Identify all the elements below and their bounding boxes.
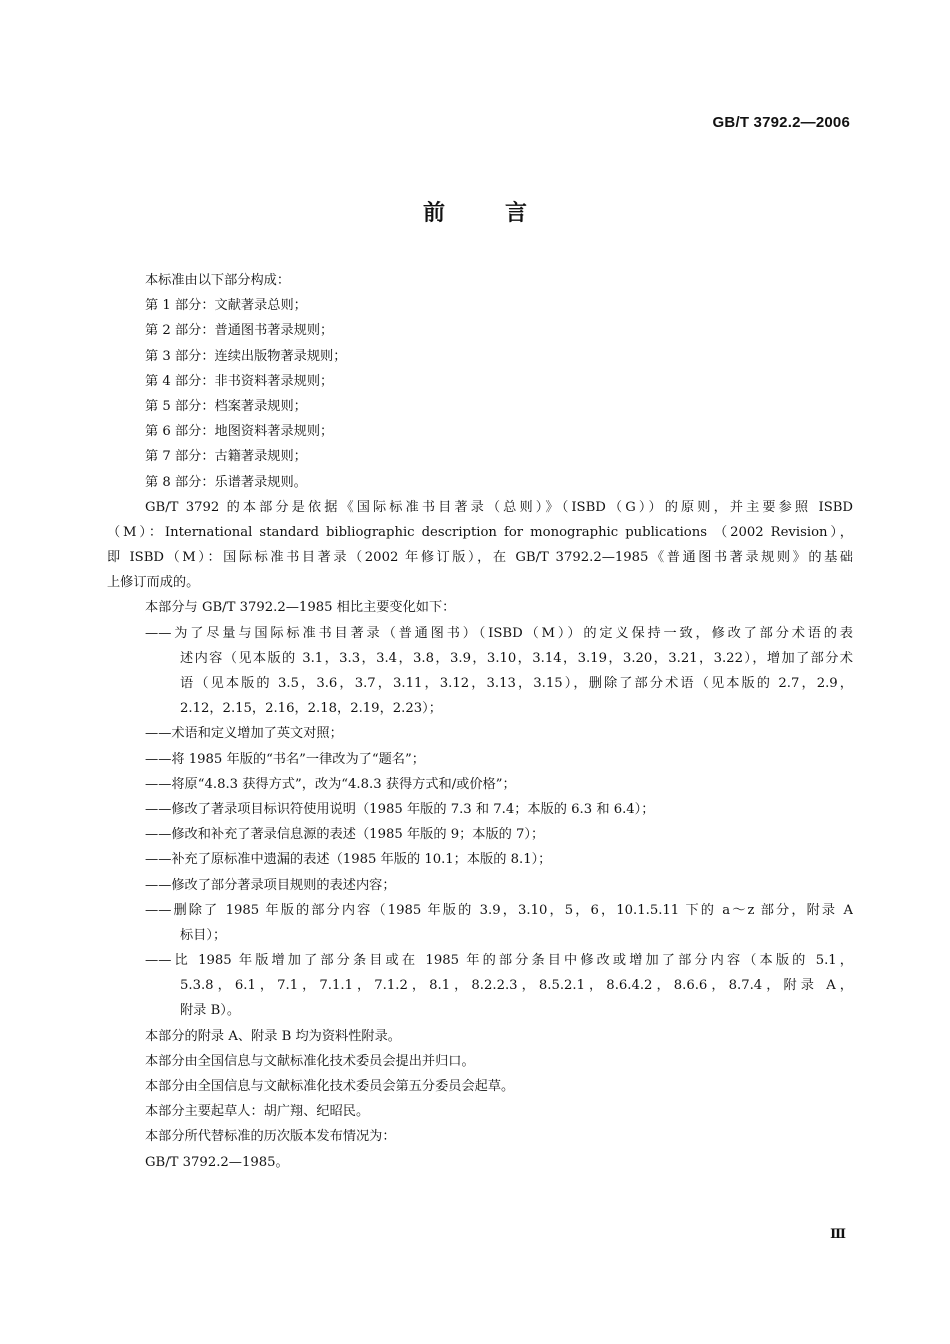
basis-paragraph	[107, 495, 853, 596]
change-line: ——比 1985 年版增加了部分条目或在 1985 年的部分条目中修改或增加了部分内容（本版的 5.1，	[145, 953, 853, 969]
closing-line: 本部分的附录 A、附录 B 均为资料性附录。	[145, 1028, 401, 1044]
part-item: 第 8 部分：乐谱著录规则。	[145, 474, 307, 490]
paragraph-line: （M）：International standard bibliographic description for monographic publications （2002 Revision），	[107, 524, 853, 540]
change-item: ——修改和补充了著录信息源的表述（1985 年版的 9；本版的 7）；	[145, 827, 545, 843]
change-item: ——术语和定义增加了英文对照；	[145, 726, 343, 742]
closing-line: 本部分所代替标准的历次版本发布情况为：	[145, 1129, 396, 1145]
change-line: 5.3.8，6.1，7.1，7.1.1，7.1.2，8.1，8.2.2.3，8.5.2.1，8.6.4.2，8.6.6，8.7.4，附录 A，	[180, 978, 853, 994]
parts-list	[107, 293, 853, 495]
paragraph-line: GB/T 3792 的本部分是依据《国际标准书目著录（总则）》（ISBD（G））的原则，并主要参照 ISBD	[145, 499, 853, 515]
closing-line: GB/T 3792.2—1985。	[145, 1154, 289, 1170]
change-line: 附录 B）。	[180, 1003, 241, 1019]
change-line: 2.12，2.15，2.16，2.18，2.19，2.23）；	[180, 701, 442, 717]
part-item: 第 2 部分：普通图书著录规则；	[145, 323, 334, 339]
change-item: ——将原“4.8.3 获得方式”，改为“4.8.3 获得方式和/或价格”；	[145, 776, 516, 792]
part-item: 第 3 部分：连续出版物著录规则；	[145, 348, 347, 364]
change-item	[107, 621, 853, 722]
part-item: 第 4 部分：非书资料著录规则；	[145, 373, 334, 389]
intro-paragraph: 本标准由以下部分构成：	[145, 273, 291, 288]
closing-line: 本部分主要起草人：胡广翔、纪昭民。	[145, 1104, 370, 1120]
standard-code: GB/T 3792.2—2006	[712, 114, 850, 131]
change-line: ——删除了 1985 年版的部分内容（1985 年版的 3.9，3.10，5，6，10.1.5.11 下的 a～z 部分，附录 A	[145, 902, 853, 918]
paragraph-line: 即 ISBD（M）：国际标准书目著录（2002 年修订版），在 GB/T 3792.2—1985《普通图书著录规则》的基础	[107, 550, 853, 566]
page-title: 前言	[422, 201, 587, 226]
changes-list	[107, 621, 853, 1024]
closing-paragraphs	[107, 1024, 853, 1175]
changes-intro: 本部分与 GB/T 3792.2—1985 相比主要变化如下：	[145, 600, 456, 616]
paragraph-line: 上修订而成的。	[107, 575, 200, 591]
closing-line: 本部分由全国信息与文献标准化技术委员会第五分委员会起草。	[145, 1079, 515, 1094]
part-item: 第 5 部分：档案著录规则；	[145, 398, 307, 414]
change-item: ——修改了著录项目标识符使用说明（1985 年版的 7.3 和 7.4；本版的 6.3 和 6.4）；	[145, 801, 655, 817]
change-line: ——为了尽量与国际标准书目著录（普通图书）（ISBD（M））的定义保持一致，修改了部分术语的表	[145, 625, 853, 641]
change-line: 述内容（见本版的 3.1，3.3，3.4，3.8，3.9，3.10，3.14，3.19，3.20，3.21，3.22），增加了部分术	[180, 650, 853, 666]
part-item: 第 1 部分：文献著录总则；	[145, 298, 307, 314]
part-item: 第 6 部分：地图资料著录规则；	[145, 424, 334, 440]
document-body	[107, 268, 853, 1175]
change-item: ——将 1985 年版的“书名”一律改为了“题名”；	[145, 751, 425, 767]
change-item	[107, 948, 853, 1024]
change-item: ——补充了原标准中遗漏的表述（1985 年版的 10.1；本版的 8.1）；	[145, 852, 552, 868]
page-number: Ⅲ	[830, 1227, 846, 1242]
change-line: 标目）；	[180, 927, 227, 943]
closing-line: 本部分由全国信息与文献标准化技术委员会提出并归口。	[145, 1053, 475, 1069]
change-item	[107, 898, 853, 948]
change-line: 语（见本版的 3.5，3.6，3.7，3.11，3.12，3.13，3.15），删除了部分术语（见本版的 2.7，2.9，	[180, 676, 853, 691]
change-item: ——修改了部分著录项目规则的表述内容；	[145, 877, 396, 893]
part-item: 第 7 部分：古籍著录规则；	[145, 449, 307, 465]
